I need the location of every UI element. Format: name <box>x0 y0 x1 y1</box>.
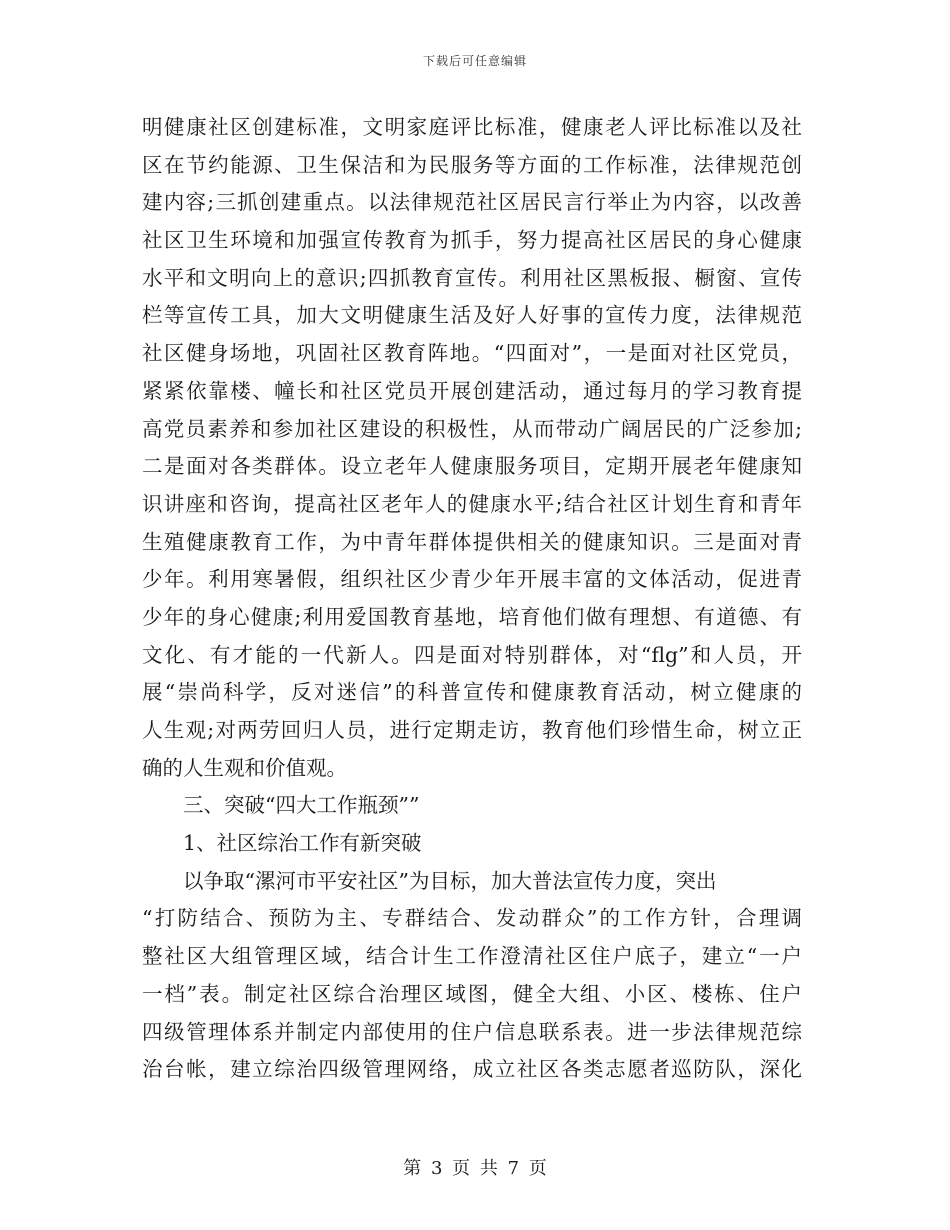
text-line: 文化、有才能的一代新人。四是面对特别群体，对“flg”和人员，开 <box>142 642 802 667</box>
text-line: 四级管理体系并制定内部使用的住户信息联系表。进一步法律规范综 <box>142 1019 802 1044</box>
document-body <box>142 109 802 1089</box>
text-line: 二是面对各类群体。设立老年人健康服务项目，定期开展老年健康知 <box>142 454 802 479</box>
text-line: 治台帐，建立综治四级管理网络，成立社区各类志愿者巡防队，深化 <box>142 1057 802 1082</box>
text-line: 确的人生观和价值观。 <box>142 755 347 780</box>
text-line: 社区健身场地，巩固社区教育阵地。“四面对”，一是面对社区党员， <box>142 341 802 366</box>
text-line: 生殖健康教育工作，为中青年群体提供相关的健康知识。三是面对青 <box>142 529 802 554</box>
text-line: 以争取“漯河市平安社区”为目标，加大普法宣传力度，突出 <box>183 868 717 893</box>
text-line: 高党员素养和参加社区建设的积极性，从而带动广阔居民的广泛参加; <box>142 416 802 441</box>
subsection-heading: 1、社区综治工作有新突破 <box>183 831 422 856</box>
text-line: 紧紧依靠楼、幢长和社区党员开展创建活动，通过每月的学习教育提 <box>142 378 802 403</box>
text-line: 一档”表。制定社区综合治理区域图，健全大组、小区、楼栋、住户 <box>142 981 802 1006</box>
text-line: 人生观;对两劳回归人员，进行定期走访，教育他们珍惜生命，树立正 <box>142 718 802 742</box>
text-line: 建内容;三抓创建重点。以法律规范社区居民言行举止为内容，以改善 <box>142 190 802 215</box>
text-line: “打防结合、预防为主、专群结合、发动群众”的工作方针，合理调 <box>142 906 802 931</box>
page-number-footer: 第 3 页 共 7 页 <box>403 1158 547 1179</box>
text-line: 水平和文明向上的意识;四抓教育宣传。利用社区黑板报、橱窗、宣传 <box>142 265 802 290</box>
text-line: 展“崇尚科学，反对迷信”的科普宣传和健康教育活动，树立健康的 <box>142 680 802 705</box>
text-line: 少年的身心健康;利用爱国教育基地，培育他们做有理想、有道德、有 <box>142 604 802 629</box>
text-line: 栏等宣传工具，加大文明健康生活及好人好事的宣传力度，法律规范 <box>142 303 802 328</box>
text-line: 识讲座和咨询，提高社区老年人的健康水平;结合社区计划生育和青年 <box>142 491 802 516</box>
section-heading: 三、突破“四大工作瓶颈”” <box>183 793 420 818</box>
page-header: 下载后可任意编辑 <box>422 54 527 68</box>
text-line: 社区卫生环境和加强宣传教育为抓手，努力提高社区居民的身心健康 <box>142 228 802 253</box>
text-line: 明健康社区创建标准，文明家庭评比标准，健康老人评比标准以及社 <box>142 115 802 139</box>
text-line: 区在节约能源、卫生保洁和为民服务等方面的工作标准，法律规范创 <box>142 152 802 177</box>
text-line: 整社区大组管理区域，结合计生工作澄清社区住户底子，建立“一户 <box>142 944 802 969</box>
text-line: 少年。利用寒暑假，组织社区少青少年开展丰富的文体活动，促进青 <box>142 567 802 592</box>
